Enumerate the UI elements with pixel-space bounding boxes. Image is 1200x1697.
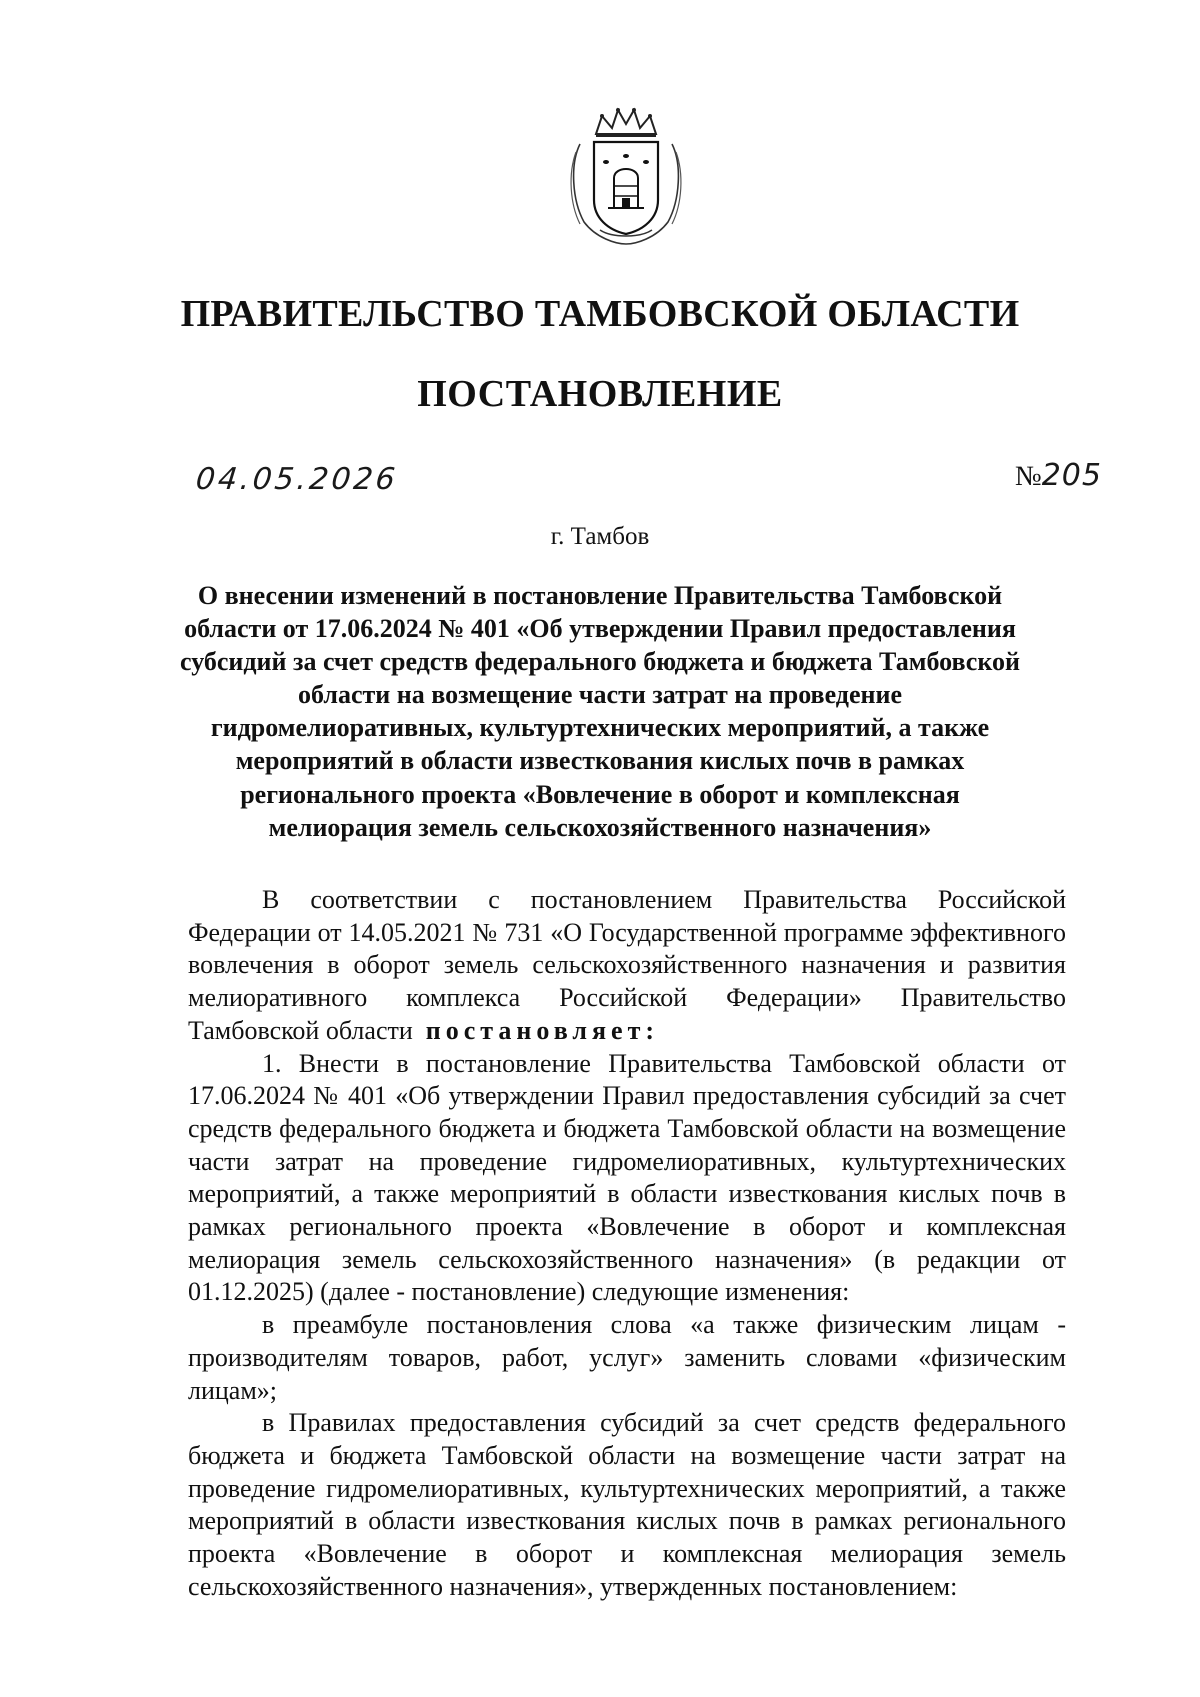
change-1-paragraph: в преамбуле постановления слова «а также физическим лицам - производителям товаров, работ, услуг» заменить словами «физическим лицам»; xyxy=(188,1310,1066,1405)
document-number xyxy=(1015,458,1102,493)
preamble-paragraph xyxy=(188,884,1066,1048)
government-title: ПРАВИТЕЛЬСТВО ТАМБОВСКОЙ ОБЛАСТИ xyxy=(180,293,1020,335)
document-type-title: ПОСТАНОВЛЕНИЕ xyxy=(417,373,783,415)
number-sign: № xyxy=(1015,461,1042,492)
change-2-paragraph: в Правилах предоставления субсидий за счет средств федерального бюджета и бюджета Тамбовской области на возмещение части затрат на проведение гидромелиоративных, культуртехнических мероприятий, а также мероприятий в области известкования кислых почв в рамках регионального проекта «Вовлечение в оборот и комплексная мелиорация земель сельскохозяйственного назначения», утвержденных постановлением: xyxy=(188,1408,1066,1601)
document-date: 04.05.2026 xyxy=(194,462,400,497)
coat-of-arms-icon xyxy=(566,104,686,246)
resolves-word: постановляет: xyxy=(425,1015,660,1045)
issue-city: г. Тамбов xyxy=(550,523,650,550)
preamble-text: В соответствии с постановлением Правительства Российской Федерации от 14.05.2021 № 731 «О Государственной программе эффективного вовлечения в оборот земель сельскохозяйственного назначения и развития мелиоративного комплекса Российской Федерации» Правительство Тамбовской области xyxy=(188,885,1066,1045)
document-subject: О внесении изменений в постановление Правительства Тамбовской области от 17.06.2024 № 401 «Об утверждении Правил предоставления субсидий за счет средств федерального бюджета и бюджета Тамбовской области на возмещение части затрат на проведение гидромелиоративных, культуртехнических мероприятий, а также мероприятий в области известкования кислых почв в рамках регионального проекта «Вовлечение в оборот и комплексная мелиорация земель сельскохозяйственного назначения» xyxy=(180,581,1020,842)
number-value: 205 xyxy=(1041,458,1102,493)
item-1-paragraph: 1. Внести в постановление Правительства Тамбовской области от 17.06.2024 № 401 «Об утверждении Правил предоставления субсидий за счет средств федерального бюджета и бюджета Тамбовской области на возмещение части затрат на проведение гидромелиоративных, культуртехнических мероприятий, а также мероприятий в области известкования кислых почв в рамках регионального проекта «Вовлечение в оборот и комплексная мелиорация земель сельскохозяйственного назначения» (в редакции от 01.12.2025) (далее - постановление) следующие изменения: xyxy=(188,1048,1066,1307)
document-body xyxy=(188,884,1066,1603)
